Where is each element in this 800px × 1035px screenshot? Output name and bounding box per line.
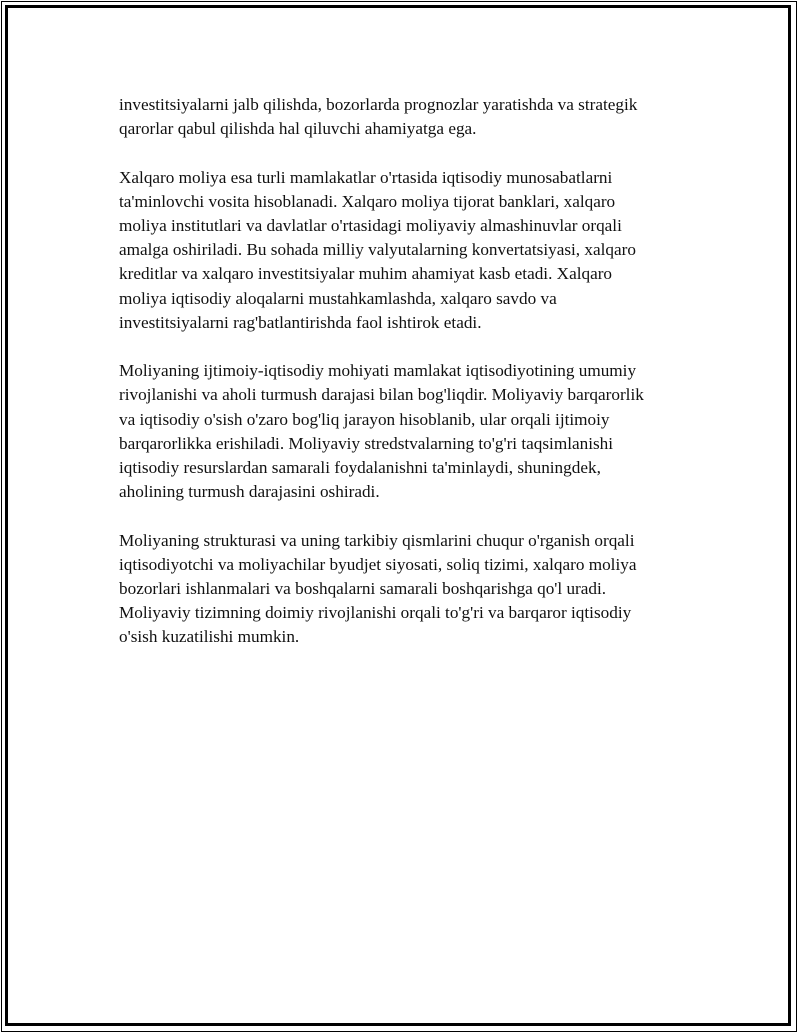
document-body (119, 93, 689, 674)
paragraph-3: Moliyaning ijtimoiy-iqtisodiy mohiyati mamlakat iqtisodiyotining umumiy rivojlanishi va aholi turmush darajasi bilan bog'liqdir. Moliyaviy barqarorlik va iqtisodiy o'sish o'zaro bog'liq jarayon hisoblanib, ular orqali ijtimoiy barqarorlikka erishiladi. Moliyaviy stredstvalarning to'g'ri taqsimlanishi iqtisodiy resurslardan samarali foydalanishni ta'minlaydi, shuningdek, aholining turmush darajasini oshiradi. (119, 361, 644, 502)
paragraph-4: Moliyaning strukturasi va uning tarkibiy qismlarini chuqur o'rganish orqali iqtisodiyotchi va moliyachilar byudjet siyosati, soliq tizimi, xalqaro moliya bozorlari ishlanmalari va boshqalarni samarali boshqarishga qo'l uradi. Moliyaviy tizimning doimiy rivojlanishi orqali to'g'ri va barqaror iqtisodiy o'sish kuzatilishi mumkin. (119, 530, 637, 647)
paragraph-1: investitsiyalarni jalb qilishda, bozorlarda prognozlar yaratishda va strategik qarorlar qabul qilishda hal qiluvchi ahamiyatga ega. (119, 95, 638, 139)
paragraph-2: Xalqaro moliya esa turli mamlakatlar o'rtasida iqtisodiy munosabatlarni ta'minlovchi vosita hisoblanadi. Xalqaro moliya tijorat banklari, xalqaro moliya institutlari va davlatlar o'rtasidagi moliyaviy almashinuvlar orqali amalga oshiriladi. Bu sohada milliy valyutalarning konvertatsiyasi, xalqaro kreditlar va xalqaro investitsiyalar muhim ahamiyat kasb etadi. Xalqaro moliya iqtisodiy aloqalarni mustahkamlashda, xalqaro savdo va investitsiyalarni rag'batlantirishda faol ishtirok etadi. (119, 167, 636, 332)
